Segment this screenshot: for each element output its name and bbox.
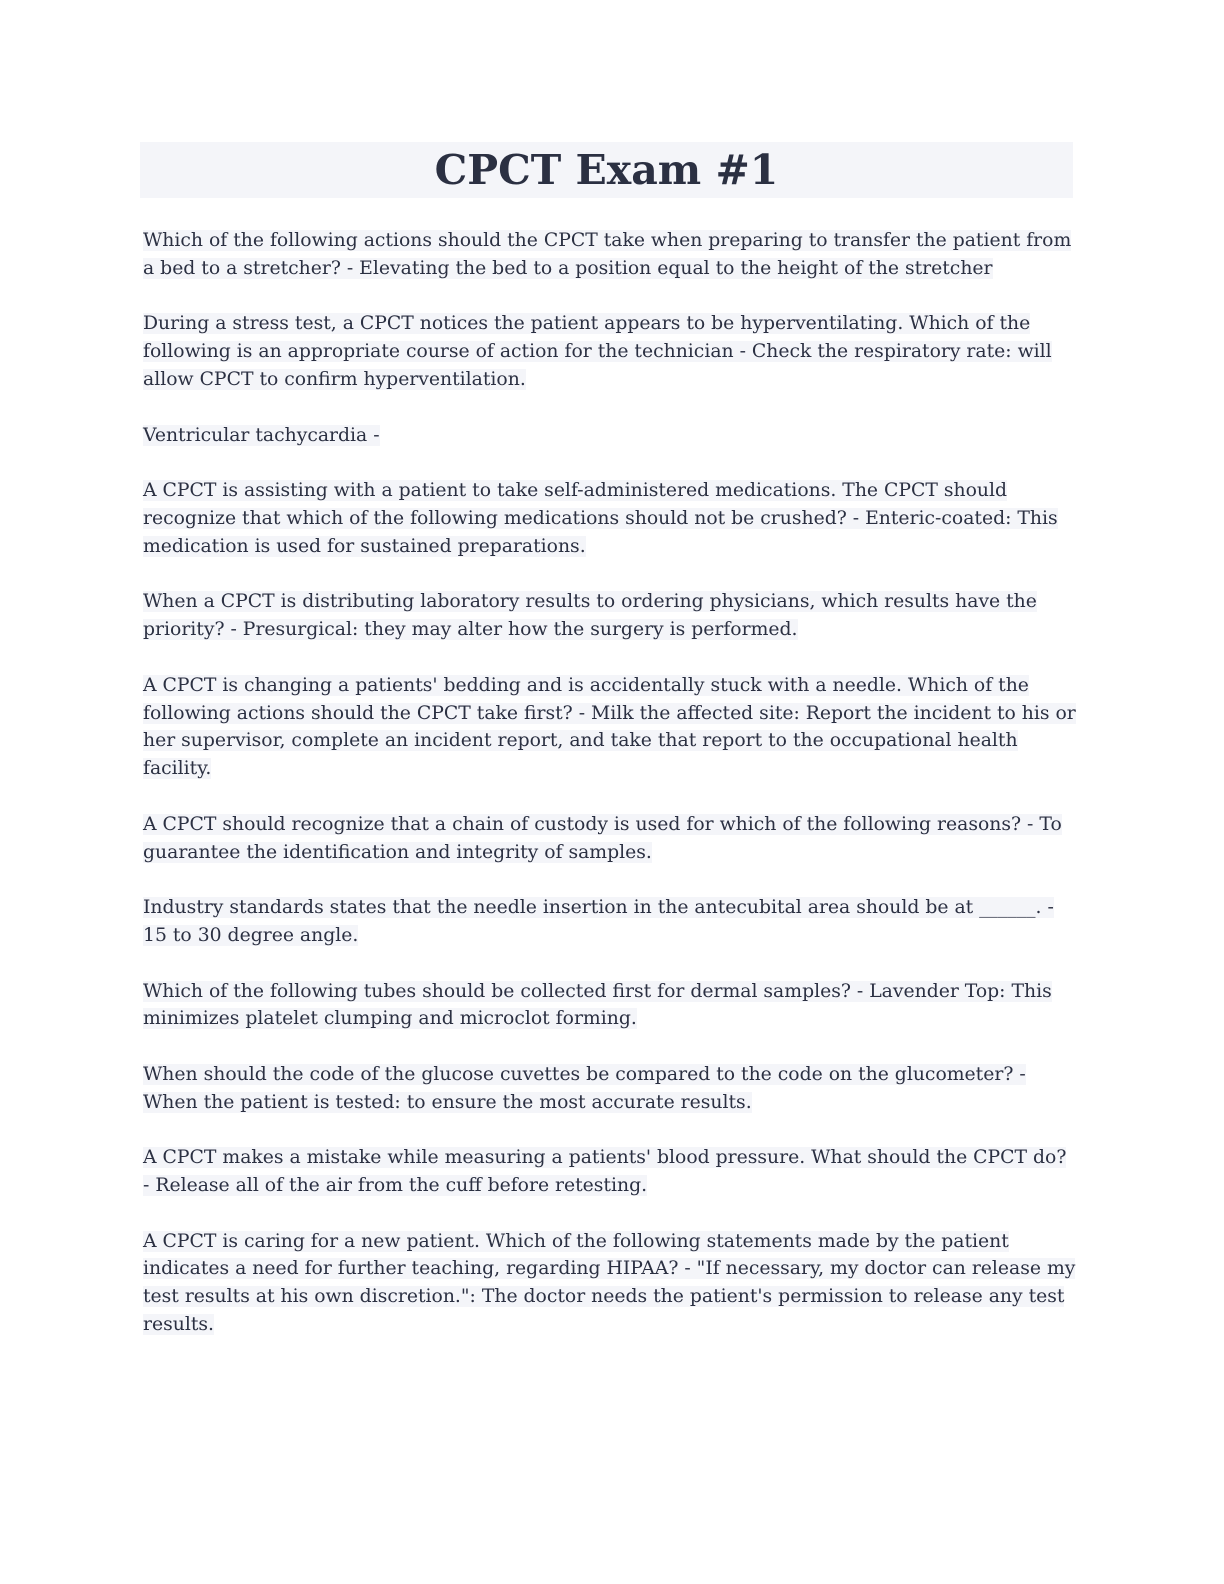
- qa-list: [143, 227, 1078, 1367]
- qa-item: [143, 894, 1078, 950]
- qa-item-text: During a stress test, a CPCT notices the patient appears to be hyperventilating. Which of the following is an appropriate course of action for the technician - Check the respiratory rate: will allow CPCT to confirm hyperventilation.: [143, 313, 1052, 390]
- qa-item: [143, 310, 1078, 393]
- qa-item-text: Which of the following tubes should be collected first for dermal samples? - Lavender Top: This minimizes platelet clumping and microclot forming.: [143, 980, 1052, 1030]
- qa-item-text: When a CPCT is distributing laboratory results to ordering physicians, which results have the priority? - Presurgical: they may alter how the surgery is performed.: [143, 591, 1037, 641]
- qa-item-text: Ventricular tachycardia -: [143, 424, 380, 446]
- qa-item: [143, 1061, 1078, 1117]
- qa-item: [143, 227, 1078, 283]
- qa-item-text: Which of the following actions should the CPCT take when preparing to transfer the patient from a bed to a stretcher? - Elevating the bed to a position equal to the height of the stretcher: [143, 230, 1072, 279]
- qa-item: [143, 1228, 1078, 1339]
- qa-item-text: A CPCT is assisting with a patient to take self-administered medications. The CPCT should recognize that which of the following medications should not be crushed? - Enteric-coated: This medication is used for sustained preparations.: [143, 480, 1058, 557]
- qa-item: [143, 422, 1078, 450]
- qa-item: [143, 477, 1078, 560]
- qa-item-text: A CPCT is changing a patients' bedding and is accidentally stuck with a needle. Which of the following actions should the CPCT take first? - Milk the affected site: Report the incident to his or her supervisor, complete an incident report, and take that report to the occupational health facility.: [143, 674, 1076, 780]
- qa-item-text: Industry standards states that the needle insertion in the antecubital area should be at ______. - 15 to 30 degree angle.: [143, 897, 1054, 946]
- qa-item-text: A CPCT should recognize that a chain of custody is used for which of the following reasons? - To guarantee the identification and integrity of samples.: [143, 813, 1062, 863]
- qa-item-text: A CPCT makes a mistake while measuring a patients' blood pressure. What should the CPCT do? - Release all of the air from the cuff before retesting.: [143, 1147, 1067, 1197]
- qa-item: [143, 978, 1078, 1034]
- qa-item: [143, 588, 1078, 644]
- qa-item: [143, 1144, 1078, 1200]
- qa-item: [143, 811, 1078, 867]
- qa-item-text: A CPCT is caring for a new patient. Which of the following statements made by the patient indicates a need for further teaching, regarding HIPAA? - "If necessary, my doctor can release my test results at his own discretion.": The doctor needs the patient's permission to release any test results.: [143, 1230, 1076, 1336]
- page-title: CPCT Exam #1: [434, 146, 779, 194]
- title-band: [140, 142, 1073, 198]
- qa-item: [143, 672, 1078, 783]
- qa-item-text: When should the code of the glucose cuvettes be compared to the code on the glucometer? - When the patient is tested: to ensure the most accurate results.: [143, 1063, 1026, 1113]
